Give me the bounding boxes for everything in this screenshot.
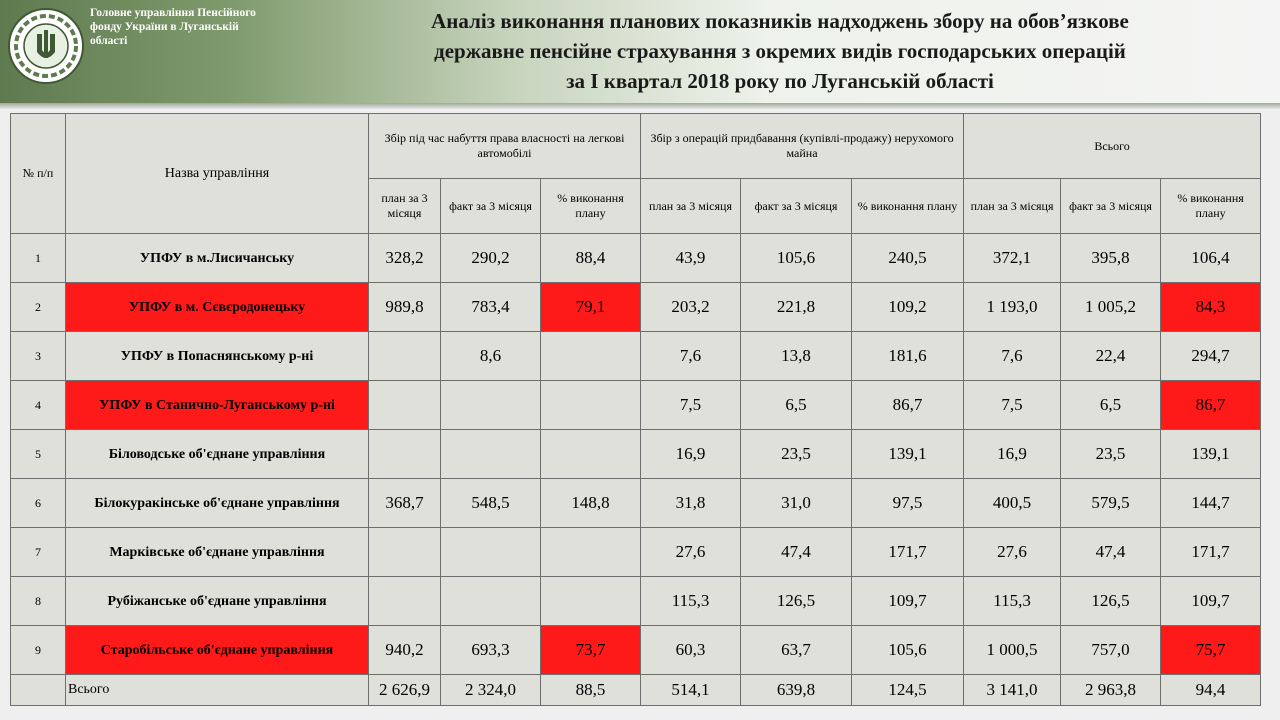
value-cell: 1 000,5 bbox=[964, 626, 1061, 675]
value-cell: 7,6 bbox=[641, 332, 741, 381]
title-line-1: Аналіз виконання планових показників надходжень збору на обов’язкове bbox=[431, 9, 1129, 33]
value-cell: 139,1 bbox=[852, 430, 964, 479]
value-cell: 148,8 bbox=[541, 479, 641, 528]
total-value-cell: 88,5 bbox=[541, 675, 641, 706]
total-row bbox=[11, 675, 1261, 706]
value-cell: 105,6 bbox=[741, 234, 852, 283]
value-cell: 693,3 bbox=[441, 626, 541, 675]
header-group-realestate: Збір з операцій придбавання (купівлі-продажу) нерухомого майна bbox=[641, 114, 964, 179]
value-cell: 86,7 bbox=[852, 381, 964, 430]
value-cell bbox=[369, 332, 441, 381]
total-value-cell: 124,5 bbox=[852, 675, 964, 706]
total-value-cell: 94,4 bbox=[1161, 675, 1261, 706]
row-number: 9 bbox=[11, 626, 66, 675]
value-cell: 221,8 bbox=[741, 283, 852, 332]
total-value-cell: 639,8 bbox=[741, 675, 852, 706]
header-pct: % виконання плану bbox=[1161, 179, 1261, 234]
value-cell: 240,5 bbox=[852, 234, 964, 283]
value-cell: 548,5 bbox=[441, 479, 541, 528]
value-cell: 13,8 bbox=[741, 332, 852, 381]
value-cell: 23,5 bbox=[1061, 430, 1161, 479]
value-cell: 73,7 bbox=[541, 626, 641, 675]
department-name: Біловодське об'єднане управління bbox=[66, 430, 369, 479]
header-fact: факт за 3 місяця bbox=[441, 179, 541, 234]
department-name: Рубіжанське об'єднане управління bbox=[66, 577, 369, 626]
total-value-cell: 514,1 bbox=[641, 675, 741, 706]
value-cell: 43,9 bbox=[641, 234, 741, 283]
value-cell: 372,1 bbox=[964, 234, 1061, 283]
value-cell: 105,6 bbox=[852, 626, 964, 675]
value-cell: 940,2 bbox=[369, 626, 441, 675]
value-cell bbox=[369, 528, 441, 577]
value-cell bbox=[441, 577, 541, 626]
row-number: 6 bbox=[11, 479, 66, 528]
table-row bbox=[11, 234, 1261, 283]
value-cell: 23,5 bbox=[741, 430, 852, 479]
value-cell: 171,7 bbox=[852, 528, 964, 577]
value-cell bbox=[369, 577, 441, 626]
value-cell: 106,4 bbox=[1161, 234, 1261, 283]
value-cell: 109,2 bbox=[852, 283, 964, 332]
org-line-2: фонду України в Луганській bbox=[90, 21, 239, 33]
department-name: УПФУ в м.Лисичанську bbox=[66, 234, 369, 283]
value-cell: 115,3 bbox=[964, 577, 1061, 626]
row-number: 5 bbox=[11, 430, 66, 479]
value-cell: 27,6 bbox=[641, 528, 741, 577]
total-label: Всього bbox=[66, 675, 369, 706]
value-cell: 294,7 bbox=[1161, 332, 1261, 381]
page-title bbox=[300, 6, 1260, 96]
org-line-3: області bbox=[90, 35, 128, 47]
collections-table bbox=[10, 113, 1261, 706]
header-group-cars: Збір під час набуття права власності на легкові автомобілі bbox=[369, 114, 641, 179]
organization-name bbox=[90, 6, 290, 48]
value-cell: 7,5 bbox=[641, 381, 741, 430]
value-cell: 181,6 bbox=[852, 332, 964, 381]
value-cell bbox=[541, 528, 641, 577]
value-cell: 139,1 bbox=[1161, 430, 1261, 479]
table-row bbox=[11, 479, 1261, 528]
total-value-cell: 3 141,0 bbox=[964, 675, 1061, 706]
department-name: УПФУ в Станично-Луганському р-ні bbox=[66, 381, 369, 430]
row-number: 1 bbox=[11, 234, 66, 283]
value-cell: 27,6 bbox=[964, 528, 1061, 577]
org-line-1: Головне управління Пенсійного bbox=[90, 7, 256, 19]
value-cell bbox=[541, 577, 641, 626]
value-cell: 109,7 bbox=[1161, 577, 1261, 626]
value-cell: 79,1 bbox=[541, 283, 641, 332]
total-num-empty bbox=[11, 675, 66, 706]
value-cell: 757,0 bbox=[1061, 626, 1161, 675]
department-name: Старобільське об'єднане управління bbox=[66, 626, 369, 675]
total-value-cell: 2 626,9 bbox=[369, 675, 441, 706]
value-cell bbox=[369, 430, 441, 479]
value-cell: 97,5 bbox=[852, 479, 964, 528]
value-cell: 1 005,2 bbox=[1061, 283, 1161, 332]
value-cell: 60,3 bbox=[641, 626, 741, 675]
value-cell: 86,7 bbox=[1161, 381, 1261, 430]
department-name: УПФУ в Попаснянському р-ні bbox=[66, 332, 369, 381]
value-cell: 16,9 bbox=[964, 430, 1061, 479]
value-cell bbox=[369, 381, 441, 430]
value-cell: 400,5 bbox=[964, 479, 1061, 528]
value-cell: 126,5 bbox=[1061, 577, 1161, 626]
value-cell bbox=[441, 528, 541, 577]
table-row bbox=[11, 577, 1261, 626]
value-cell: 7,6 bbox=[964, 332, 1061, 381]
value-cell: 115,3 bbox=[641, 577, 741, 626]
value-cell: 783,4 bbox=[441, 283, 541, 332]
table-header-row-1 bbox=[11, 114, 1261, 179]
value-cell: 22,4 bbox=[1061, 332, 1161, 381]
value-cell: 63,7 bbox=[741, 626, 852, 675]
header-group-total: Всього bbox=[964, 114, 1261, 179]
value-cell: 16,9 bbox=[641, 430, 741, 479]
total-value-cell: 2 963,8 bbox=[1061, 675, 1161, 706]
value-cell: 395,8 bbox=[1061, 234, 1161, 283]
value-cell: 328,2 bbox=[369, 234, 441, 283]
row-number: 2 bbox=[11, 283, 66, 332]
value-cell: 47,4 bbox=[1061, 528, 1161, 577]
title-line-3: за І квартал 2018 року по Луганській області bbox=[566, 69, 994, 93]
value-cell: 31,0 bbox=[741, 479, 852, 528]
value-cell: 989,8 bbox=[369, 283, 441, 332]
pension-fund-logo-icon bbox=[6, 6, 86, 86]
header-divider bbox=[0, 103, 1280, 109]
value-cell: 88,4 bbox=[541, 234, 641, 283]
table-row bbox=[11, 283, 1261, 332]
title-line-2: державне пенсійне страхування з окремих видів господарських операцій bbox=[434, 39, 1126, 63]
value-cell: 1 193,0 bbox=[964, 283, 1061, 332]
value-cell: 126,5 bbox=[741, 577, 852, 626]
value-cell: 7,5 bbox=[964, 381, 1061, 430]
header-num: № п/п bbox=[11, 114, 66, 234]
department-name: Білокуракінське об'єднане управління bbox=[66, 479, 369, 528]
value-cell bbox=[441, 430, 541, 479]
table-row bbox=[11, 332, 1261, 381]
value-cell: 6,5 bbox=[1061, 381, 1161, 430]
table-row bbox=[11, 626, 1261, 675]
department-name: Марківське об'єднане управління bbox=[66, 528, 369, 577]
row-number: 3 bbox=[11, 332, 66, 381]
header-name: Назва управління bbox=[66, 114, 369, 234]
header-pct: % виконання плану bbox=[852, 179, 964, 234]
header-fact: факт за 3 місяця bbox=[741, 179, 852, 234]
value-cell: 171,7 bbox=[1161, 528, 1261, 577]
value-cell: 84,3 bbox=[1161, 283, 1261, 332]
department-name: УПФУ в м. Сєвєродонецьку bbox=[66, 283, 369, 332]
header-plan: план за 3 місяця bbox=[964, 179, 1061, 234]
value-cell bbox=[541, 430, 641, 479]
value-cell: 579,5 bbox=[1061, 479, 1161, 528]
value-cell: 6,5 bbox=[741, 381, 852, 430]
row-number: 8 bbox=[11, 577, 66, 626]
value-cell: 8,6 bbox=[441, 332, 541, 381]
value-cell: 290,2 bbox=[441, 234, 541, 283]
value-cell bbox=[441, 381, 541, 430]
row-number: 4 bbox=[11, 381, 66, 430]
value-cell: 109,7 bbox=[852, 577, 964, 626]
value-cell: 31,8 bbox=[641, 479, 741, 528]
table-row bbox=[11, 430, 1261, 479]
value-cell: 47,4 bbox=[741, 528, 852, 577]
value-cell bbox=[541, 332, 641, 381]
value-cell: 368,7 bbox=[369, 479, 441, 528]
table-row bbox=[11, 381, 1261, 430]
row-number: 7 bbox=[11, 528, 66, 577]
value-cell: 75,7 bbox=[1161, 626, 1261, 675]
value-cell: 203,2 bbox=[641, 283, 741, 332]
header-plan: план за 3 місяця bbox=[641, 179, 741, 234]
total-value-cell: 2 324,0 bbox=[441, 675, 541, 706]
header-pct: % виконання плану bbox=[541, 179, 641, 234]
table-row bbox=[11, 528, 1261, 577]
header-fact: факт за 3 місяця bbox=[1061, 179, 1161, 234]
value-cell: 144,7 bbox=[1161, 479, 1261, 528]
header-plan: план за 3 місяця bbox=[369, 179, 441, 234]
value-cell bbox=[541, 381, 641, 430]
